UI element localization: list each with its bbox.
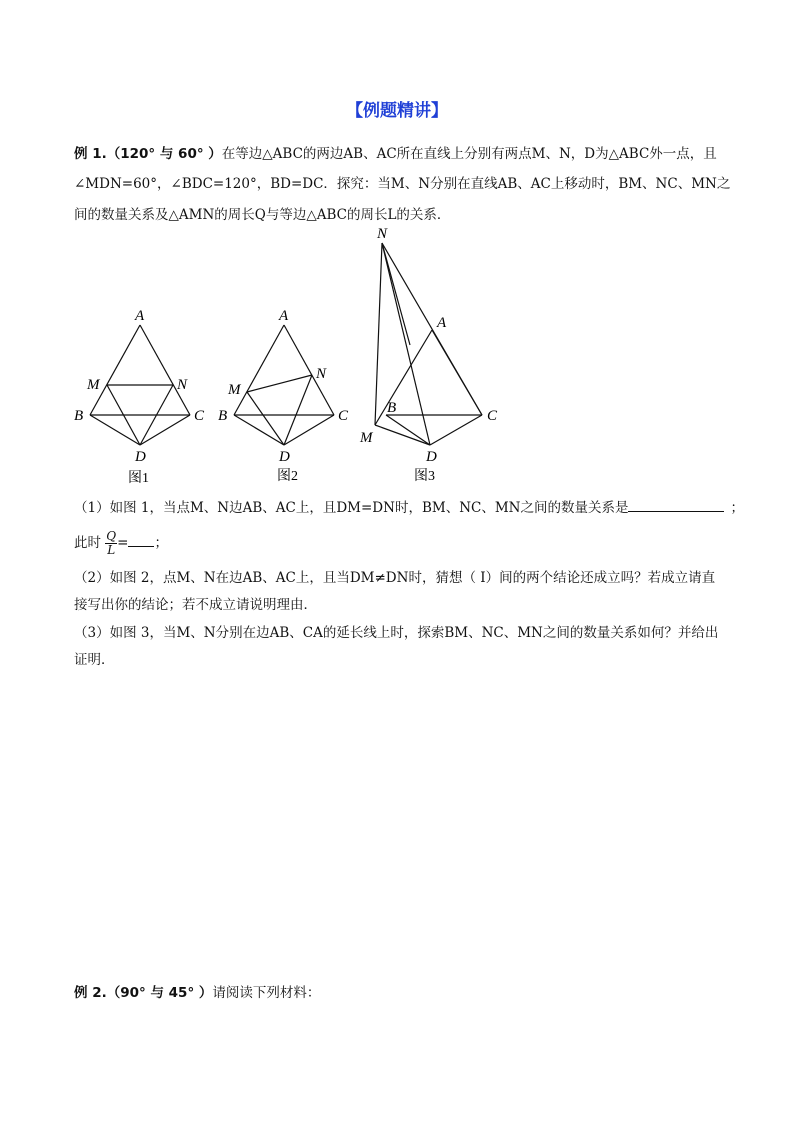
example1-intro-1: 在等边△ABC的两边AB、AC所在直线上分别有两点M、N，D为△ABC外一点，且 bbox=[221, 146, 717, 162]
answer-blank-2[interactable] bbox=[128, 533, 154, 547]
question1-line2 bbox=[74, 530, 168, 557]
fig3-label-B: B bbox=[387, 400, 397, 416]
fig3-caption: 图3 bbox=[414, 469, 435, 484]
example1-intro-2: ∠MDN=60°，∠BDC=120°，BD=DC．探究：当M、N分别在直线AB、AC上移动时，BM、NC、MN之 bbox=[74, 176, 731, 192]
question2-line1: （2）如图 2，点M、N在边AB、AC上，且当DM≠DN时，猜想（ I）间的两个结论还成立吗？若成立请直 bbox=[74, 570, 716, 586]
fig3-label-M: M bbox=[360, 430, 373, 446]
question2-line2: 接写出你的结论；若不成立请说明理由． bbox=[74, 597, 317, 613]
q-over-l-fraction bbox=[105, 530, 117, 557]
question1-text: （1）如图 1，当点M、N边AB、AC上，且DM=DN时，BM、NC、MN之间的数量关系是 bbox=[74, 500, 629, 516]
fig3-label-C: C bbox=[487, 408, 498, 424]
fig2-label-A: A bbox=[279, 308, 289, 324]
figure-1 bbox=[90, 325, 190, 445]
equals-sign: = bbox=[117, 535, 129, 551]
fig3-label-D: D bbox=[426, 449, 437, 465]
fig3-label-N: N bbox=[377, 226, 388, 242]
question1-end: ； bbox=[730, 500, 744, 516]
fig2-label-D: D bbox=[279, 449, 290, 465]
fig1-label-N: N bbox=[177, 377, 188, 393]
fig3-label-A: A bbox=[437, 315, 447, 331]
fig2-label-M: M bbox=[228, 382, 241, 398]
fig2-label-B: B bbox=[218, 408, 228, 424]
fig1-caption: 图1 bbox=[128, 471, 149, 486]
fig1-label-C: C bbox=[194, 408, 205, 424]
example1-line1 bbox=[74, 145, 717, 163]
fig2-caption: 图2 bbox=[277, 469, 298, 484]
fig2-label-C: C bbox=[338, 408, 349, 424]
question1-end-2: ； bbox=[154, 535, 168, 551]
example2-text: 请阅读下列材料： bbox=[212, 985, 321, 1001]
answer-blank-1[interactable] bbox=[628, 498, 724, 512]
question1-prefix: 此时 bbox=[74, 535, 101, 551]
fraction-numerator: Q bbox=[106, 529, 117, 543]
fig1-label-A: A bbox=[135, 308, 145, 324]
figure-2 bbox=[234, 325, 334, 445]
example2-line bbox=[74, 984, 320, 1002]
figure-1-labels bbox=[74, 308, 205, 486]
figures bbox=[0, 215, 794, 490]
example1-intro-3: 间的数量关系及△AMN的周长Q与等边△ABC的周长L的关系． bbox=[74, 207, 451, 223]
fig1-label-D: D bbox=[135, 449, 146, 465]
figure-2-labels bbox=[218, 308, 349, 484]
question3-line1: （3）如图 3，当M、N分别在边AB、CA的延长线上时，探索BM、NC、MN之间的数量关系如何？并给出 bbox=[74, 625, 719, 641]
figure-3-labels bbox=[359, 226, 498, 484]
question3-line2: 证明． bbox=[74, 652, 115, 668]
example1-label: 例 1.（120° 与 60° ） bbox=[74, 146, 222, 162]
fig1-label-B: B bbox=[74, 408, 84, 424]
question1-line1 bbox=[74, 498, 744, 517]
fig1-label-M: M bbox=[87, 377, 100, 393]
fraction-denominator: L bbox=[107, 543, 116, 557]
fig2-label-N: N bbox=[316, 366, 327, 382]
example2-label: 例 2.（90° 与 45° ） bbox=[74, 985, 213, 1001]
section-title: 【例题精讲】 bbox=[346, 101, 448, 121]
